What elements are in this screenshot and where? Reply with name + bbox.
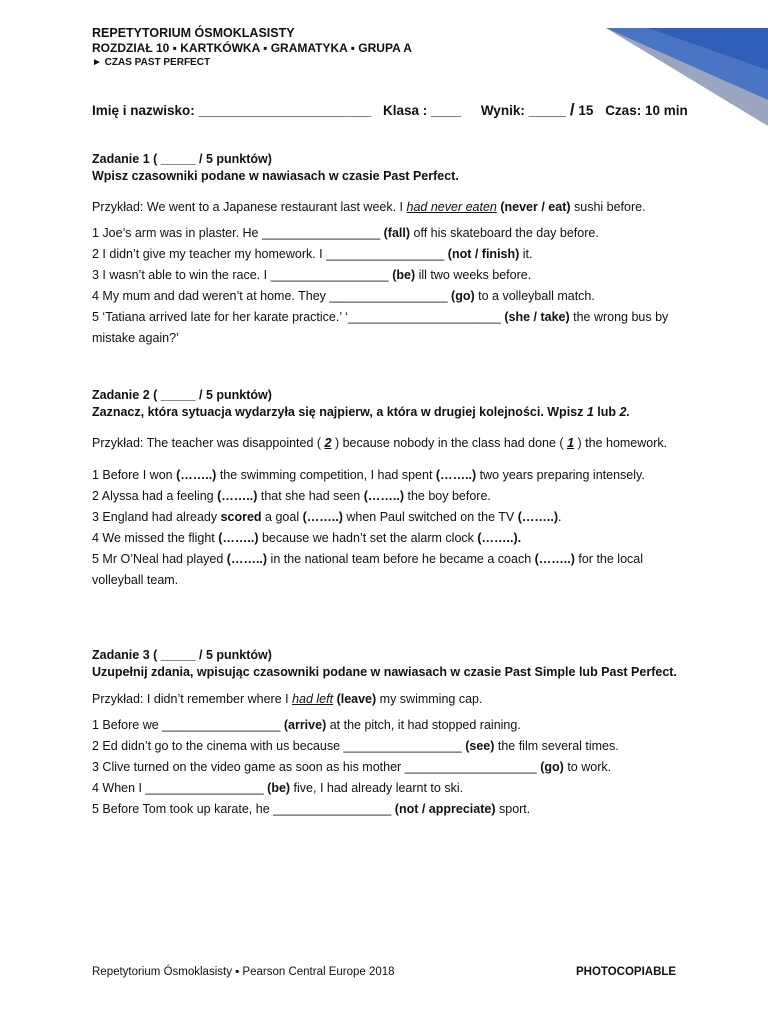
time-limit: Czas: 10 min	[605, 103, 688, 118]
task-1-item[interactable]: 1 Joe’s arm was in plaster. He _________________ (fall) off his skateboard the day before.	[92, 226, 599, 240]
task-1-instruction: Wpisz czasowniki podane w nawiasach w czasie Past Perfect.	[92, 169, 459, 183]
task-3-item[interactable]: 3 Clive turned on the video game as soon as his mother ___________________ (go) to work.	[92, 760, 612, 774]
task-2-instruction: Zaznacz, która sytuacja wydarzyła się najpierw, a która w drugiej kolejności. Wpisz 1 lub 2.	[92, 405, 630, 419]
task-1-title: Zadanie 1 ( _____ / 5 punktów)	[92, 152, 272, 166]
example-cue: (never / eat)	[496, 200, 571, 214]
footer-photocopiable: PHOTOCOPIABLE	[576, 966, 677, 978]
task-2	[92, 386, 682, 591]
score-total: 15	[578, 103, 594, 118]
name-field[interactable]: Imię i nazwisko: _______________________	[92, 103, 372, 118]
example-text: Przykład: We went to a Japanese restaurant last week. I	[92, 200, 407, 214]
task-2-item[interactable]: 1 Before I won (……..) the swimming competition, I had spent (……..) two years preparing intensely.	[92, 468, 645, 482]
task-1-item[interactable]: 5 ‘Tatiana arrived late for her karate practice.’ ‘______________________ (she / take) the wrong bus by mistake again?’	[92, 310, 669, 345]
task-3-item[interactable]: 1 Before we _________________ (arrive) at the pitch, it had stopped raining.	[92, 718, 521, 732]
task-3	[92, 646, 682, 820]
task-1	[92, 150, 682, 349]
score-slash: /	[569, 100, 575, 119]
task-3-item[interactable]: 2 Ed didn’t go to the cinema with us because _________________ (see) the film several times.	[92, 739, 619, 753]
topic-line: ► CZAS PAST PERFECT	[92, 57, 211, 68]
task-2-item[interactable]: 4 We missed the flight (……..) because we hadn’t set the alarm clock (……..).	[92, 531, 522, 545]
task-3-item[interactable]: 4 When I _________________ (be) five, I had already learnt to ski.	[92, 781, 464, 795]
task-2-title: Zadanie 2 ( _____ / 5 punktów)	[92, 388, 272, 402]
example-answer-b: 1	[567, 436, 575, 450]
example-answer-a: 2	[324, 436, 332, 450]
example-answer: had left	[292, 692, 334, 706]
task-1-item[interactable]: 2 I didn’t give my teacher my homework. I _________________ (not / finish) it.	[92, 247, 533, 261]
example-text-end: sushi before.	[570, 200, 646, 214]
footer-publisher: Repetytorium Ósmoklasisty ▪ Pearson Central Europe 2018	[92, 966, 395, 978]
task-2-example: Przykład: The teacher was disappointed ( 2 ) because nobody in the class had done ( 1 ) the homework.	[92, 436, 668, 450]
student-info-line	[92, 100, 688, 120]
task-1-item[interactable]: 4 My mum and dad weren’t at home. They _________________ (go) to a volleyball match.	[92, 289, 595, 303]
worksheet-header	[92, 26, 412, 70]
series-title: REPETYTORIUM ÓSMOKLASISTY	[92, 26, 295, 40]
task-1-items	[92, 223, 682, 349]
class-field[interactable]: Klasa : ____	[382, 103, 462, 118]
task-3-example: Przykład: I didn’t remember where I had left (leave) my swimming cap.	[92, 692, 483, 706]
task-1-item[interactable]: 3 I wasn’t able to win the race. I _________________ (be) ill two weeks before.	[92, 268, 532, 282]
task-3-title: Zadanie 3 ( _____ / 5 punktów)	[92, 648, 272, 662]
task-2-items	[92, 465, 682, 591]
task-2-item[interactable]: 5 Mr O’Neal had played (……..) in the national team before he became a coach (……..) for the local volleyball team.	[92, 552, 643, 587]
example-answer: had never eaten	[406, 200, 497, 214]
chapter-line: ROZDZIAŁ 10 ▪ KARTKÓWKA ▪ GRAMATYKA ▪ GRUPA A	[92, 41, 412, 55]
task-3-item[interactable]: 5 Before Tom took up karate, he _________________ (not / appreciate) sport.	[92, 802, 531, 816]
score-field[interactable]: Wynik: _____	[480, 103, 567, 118]
task-2-item[interactable]: 2 Alyssa had a feeling (……..) that she had seen (……..) the boy before.	[92, 489, 491, 503]
task-2-item[interactable]: 3 England had already scored a goal (……..) when Paul switched on the TV (……..).	[92, 510, 562, 524]
task-1-example	[92, 197, 682, 217]
task-3-items	[92, 715, 682, 820]
task-3-instruction: Uzupełnij zdania, wpisując czasowniki podane w nawiasach w czasie Past Simple lub Past Perfect.	[92, 665, 677, 679]
